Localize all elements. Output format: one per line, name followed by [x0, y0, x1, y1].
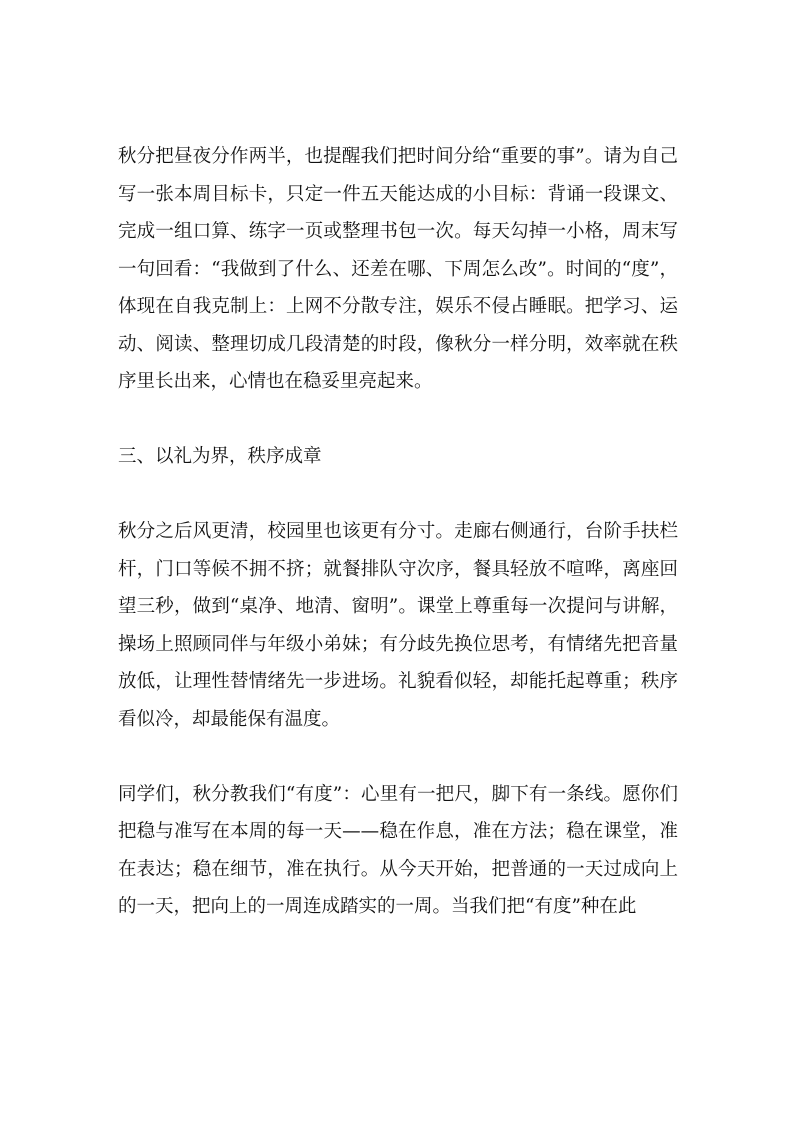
paragraph-closing-message: 同学们，秋分教我们“有度”：心里有一把尺，脚下有一条线。愿你们把稳与准写在本周的每一天——稳在作息，准在方法；稳在课堂，准在表达；稳在细节，准在执行。从今天开始，把普通的一天过成向上的一天，把向上的一周连成踏实的一周。当我们把“有度”种在此	[118, 783, 678, 917]
document-body	[118, 138, 678, 963]
paragraph-time-goal-card: 秋分把昼夜分作两半，也提醒我们把时间分给“重要的事”。请为自己写一张本周目标卡，只定一件五天能达成的小目标：背诵一段课文、完成一组口算、练字一页或整理书包一次。每天勾掉一小格，周末写一句回看：“我做到了什么、还差在哪、下周怎么改”。时间的“度”，体现在自我克制上：上网不分散专注，娱乐不侵占睡眠。把学习、运动、阅读、整理切成几段清楚的时段，像秋分一样分明，效率就在秩序里长出来，心情也在稳妥里亮起来。	[118, 146, 678, 392]
section-heading-etiquette-order: 三、以礼为界，秩序成章	[118, 446, 322, 467]
paragraph-campus-etiquette: 秋分之后风更清，校园里也该更有分寸。走廊右侧通行，台阶手扶栏杆，门口等候不拥不挤；就餐排队守次序，餐具轻放不喧哗，离座回望三秒，做到“桌净、地清、窗明”。课堂上尊重每一次提问与讲解，操场上照顾同伴与年级小弟妹；有分歧先换位思考，有情绪先把音量放低，让理性替情绪先一步进场。礼貌看似轻，却能托起尊重；秩序看似冷，却最能保有温度。	[118, 521, 678, 730]
